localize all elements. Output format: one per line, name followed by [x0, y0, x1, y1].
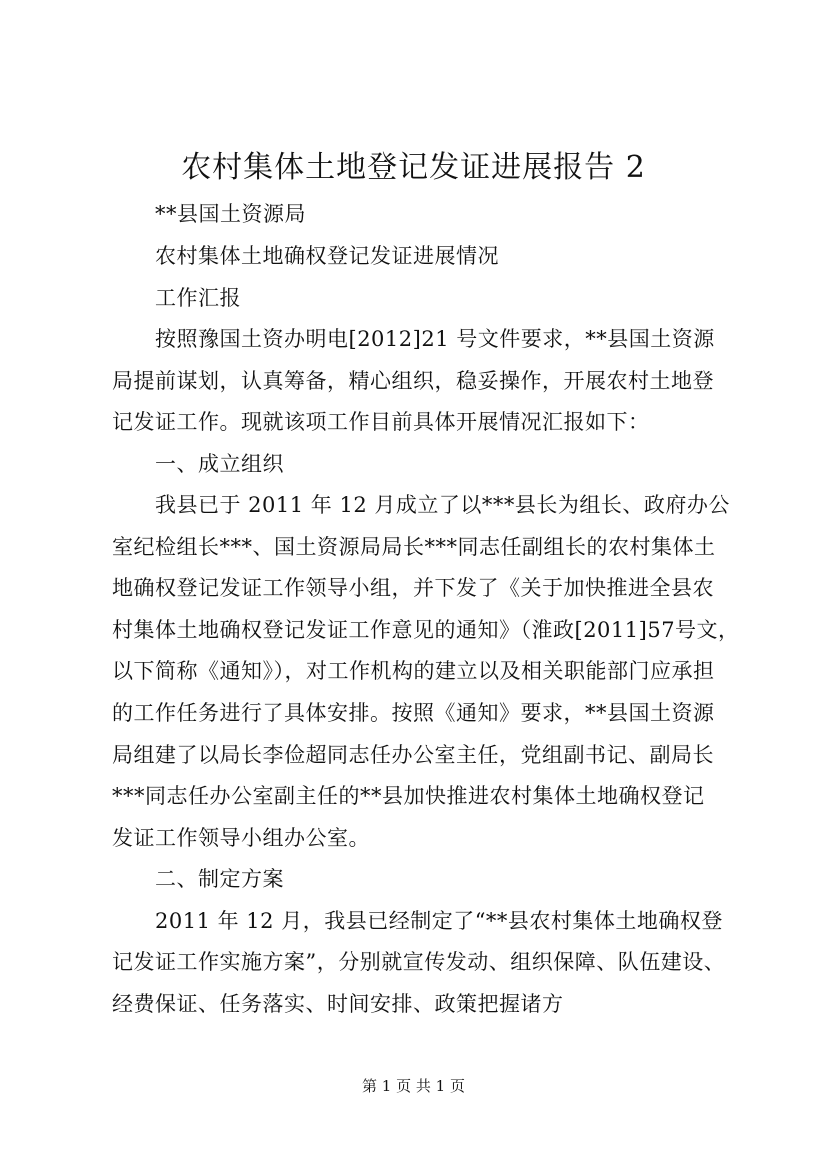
text-line: 经费保证、任务落实、时间安排、政策把握诸方	[112, 992, 564, 1016]
text-line: 记发证工作。现就该项工作目前具体开展情况汇报如下：	[112, 410, 650, 434]
document-title: 农村集体土地登记发证进展报告 2	[181, 150, 646, 185]
text-line: **县国土资源局	[155, 202, 306, 226]
section-heading: 二、制定方案	[155, 867, 284, 891]
text-line: 以下简称《通知》），对工作机构的建立以及相关职能部门应承担	[112, 659, 715, 683]
text-line: 局提前谋划，认真筹备，精心组织，稳妥操作，开展农村土地登	[112, 369, 714, 393]
text-line: ***同志任办公室副主任的**县加快推进农村集体土地确权登记	[112, 784, 705, 808]
text-line: 地确权登记发证工作领导小组，并下发了《关于加快推进全县农	[112, 576, 714, 600]
text-line: 农村集体土地确权登记发证进展情况	[155, 244, 499, 268]
text-line: 局组建了以局长李俭超同志任办公室主任，党组副书记、副局长	[112, 743, 714, 767]
section-heading: 一、成立组织	[155, 452, 284, 476]
text-line: 2011 年 12 月，我县已经制定了“**县农村集体土地确权登	[155, 909, 723, 933]
page-footer: 第 1 页 共 1 页	[362, 1077, 465, 1095]
text-line: 室纪检组长***、国土资源局局长***同志任副组长的农村集体土	[112, 535, 716, 559]
text-line: 我县已于 2011 年 12 月成立了以***县长为组长、政府办公	[155, 493, 730, 517]
text-line: 记发证工作实施方案”，分别就宣传发动、组织保障、队伍建设、	[112, 950, 726, 974]
text-line: 村集体土地确权登记发证工作意见的通知》（淮政[2011]57号文，	[112, 618, 740, 642]
text-line: 发证工作领导小组办公室。	[112, 826, 370, 850]
text-line: 工作汇报	[155, 286, 241, 310]
text-line: 的工作任务进行了具体安排。按照《通知》要求，**县国土资源	[112, 701, 715, 725]
text-line: 按照豫国土资办明电[2012]21 号文件要求，**县国土资源	[155, 327, 715, 351]
